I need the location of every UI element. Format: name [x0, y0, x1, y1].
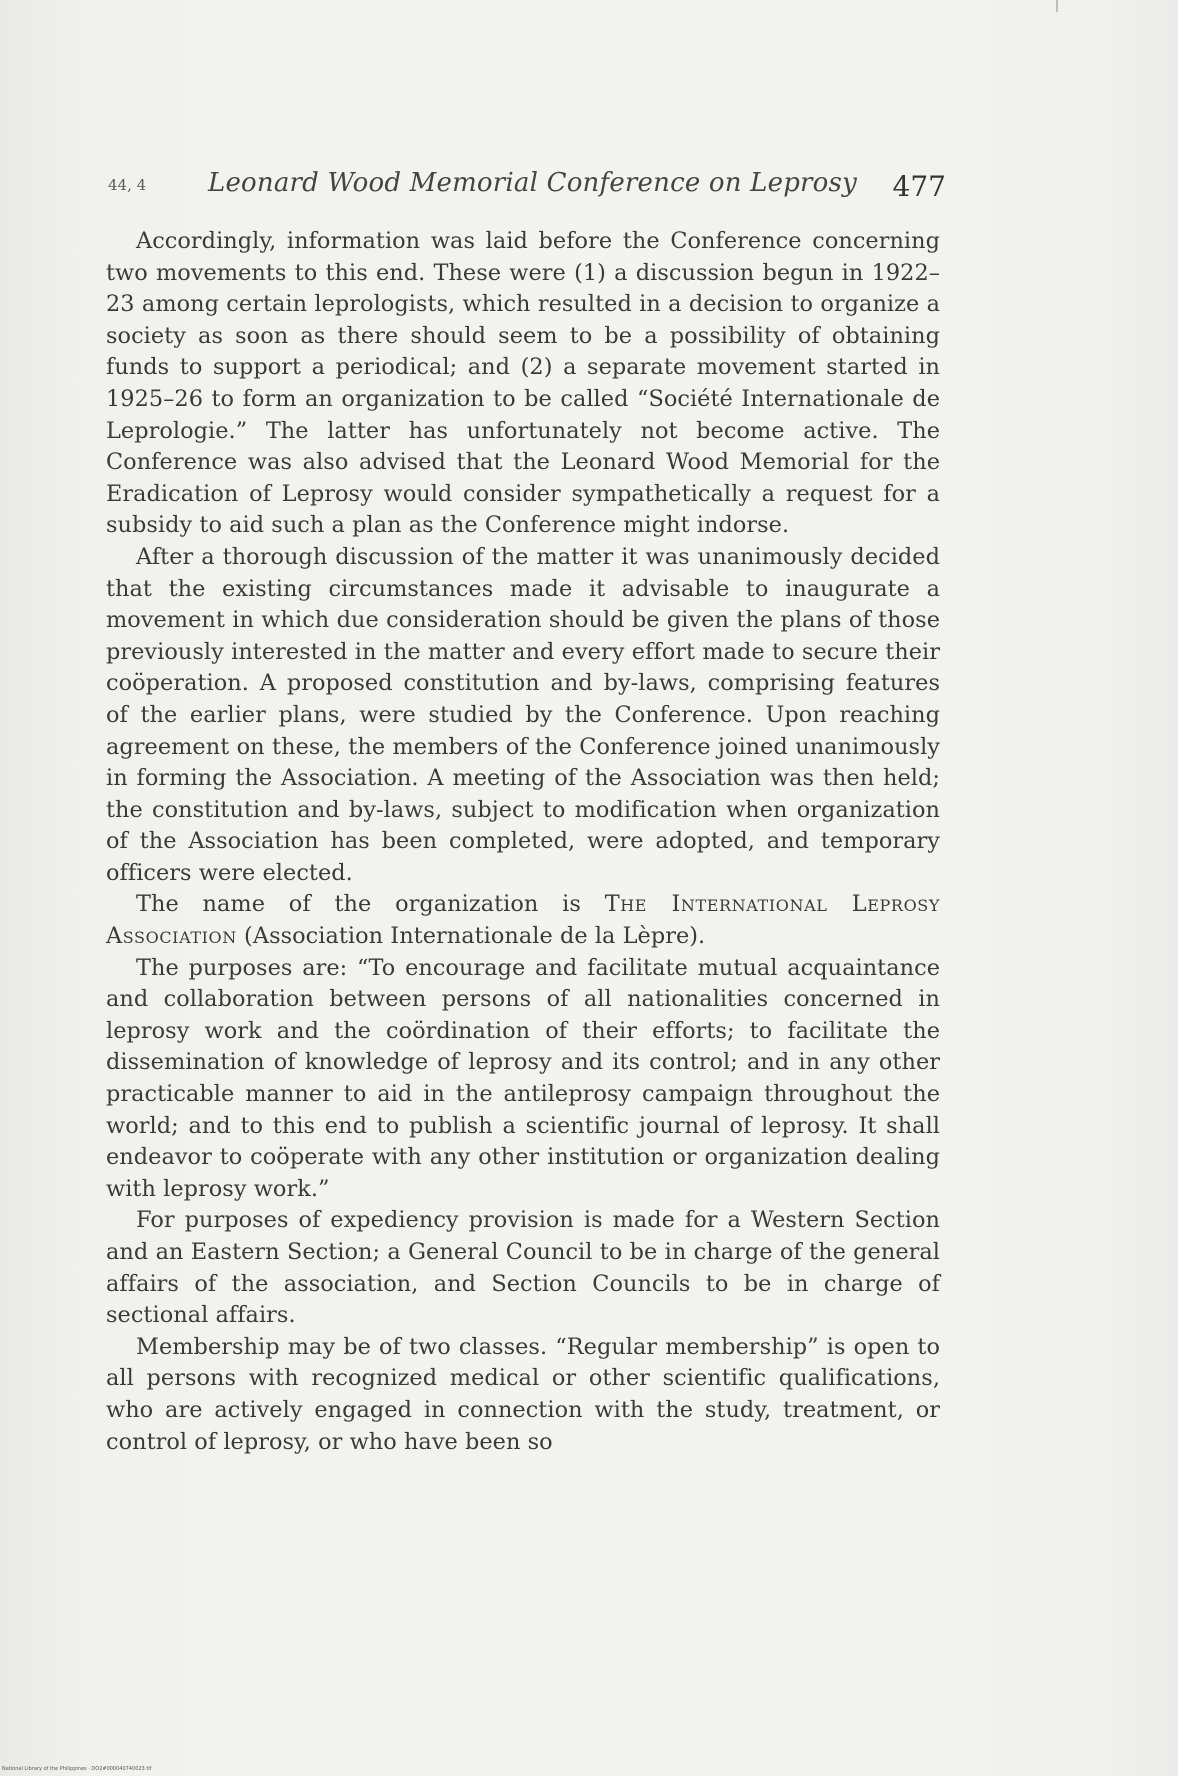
scan-mark	[1056, 0, 1058, 12]
paragraph: The purposes are: “To encourage and facilitate mutual acquaintance and collaboration between persons of all nationalities concerned in leprosy work and the coördination of their efforts; to facilitate the dissemination of knowledge of leprosy and its control; and in any other practicable manner to aid in the antileprosy campaign throughout the world; and to this end to publish a scientific journal of leprosy. It shall endeavor to coöperate with any other institution or organization dealing with leprosy work.”	[106, 954, 940, 1202]
running-title: Leonard Wood Memorial Conference on Leprosy	[208, 168, 857, 198]
paragraph: After a thorough discussion of the matter it was unanimously decided that the existing circumstances made it advisable to inaugurate a movement in which due consideration should be given the plans of those previously interested in the matter and every effort made to secure their coöperation. A proposed constitution and by-laws, comprising features of the earlier plans, were studied by the Conference. Upon reaching agreement on these, the members of the Conference joined unanimously in forming the Association. A meeting of the Association was then held; the constitution and by-laws, subject to modification when organization of the Association has been completed, were adopted, and temporary officers were elected.	[106, 543, 940, 886]
paragraph: Membership may be of two classes. “Regular membership” is open to all persons with recognized medical or other scientific qualifications, who are actively engaged in connection with the study, treatment, or control of leprosy, or who have been so	[106, 1333, 940, 1455]
body-text	[106, 226, 940, 1458]
volume-mark: 44, 4	[108, 176, 147, 194]
page-number: 477	[892, 170, 946, 203]
paragraph-text: (Association Internationale de la Lèpre).	[236, 923, 706, 950]
organization-name: The International Leprosy Association	[106, 891, 941, 950]
paragraph-text: The name of the organization is	[136, 891, 605, 918]
paragraph: For purposes of expediency provision is made for a Western Section and an Eastern Section; a General Council to be in charge of the general affairs of the association, and Section Councils to be in charge of sectional affairs.	[106, 1207, 940, 1329]
scan-footer: National Library of the Philippines · DO2#000040740023.tif	[2, 1766, 152, 1772]
page-header	[108, 168, 946, 212]
paragraph: Accordingly, information was laid before the Conference concerning two movements to this end. These were (1) a discussion begun in 1922–23 among certain leprologists, which resulted in a decision to organize a society as soon as there should seem to be a possibility of obtaining funds to support a periodical; and (2) a separate movement started in 1925–26 to form an organization to be called “Société Internationale de Leprologie.” The latter has unfortunately not become active. The Conference was also advised that the Leonard Wood Memorial for the Eradication of Leprosy would consider sympathetically a request for a subsidy to aid such a plan as the Conference might indorse.	[106, 228, 940, 539]
paragraph-organization-name	[106, 889, 940, 952]
